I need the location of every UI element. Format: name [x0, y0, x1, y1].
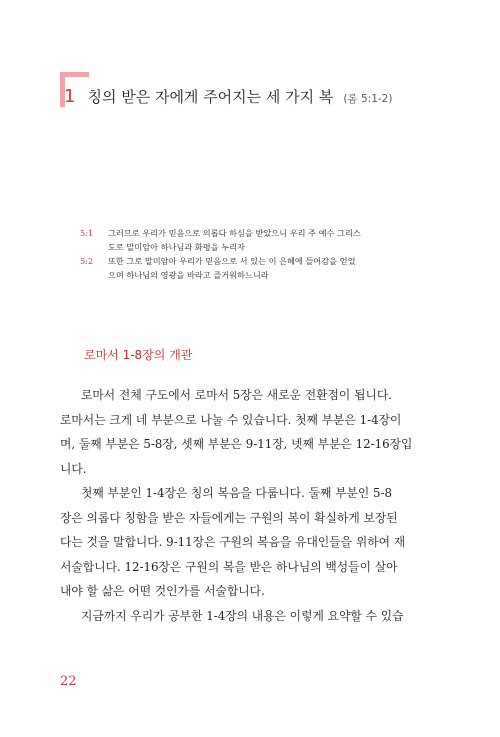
chapter-title: 칭의 받은 자에게 주어지는 세 가지 복 [87, 88, 334, 106]
body-line: 서술합니다. 12-16장은 구원의 복을 받은 하나님의 백성들이 살아 [60, 559, 398, 574]
body-line: 첫째 부분인 1-4장은 칭의 복음을 다룹니다. 둘째 부분인 5-8 [81, 486, 393, 500]
verse-text [108, 254, 355, 282]
verse-number: 5:2 [80, 256, 94, 266]
body-line: 로마서는 크게 네 부분으로 나눌 수 있습니다. 첫째 부분은 1-4장이 [60, 412, 402, 427]
verse-number: 5:1 [80, 228, 94, 238]
body-text [60, 383, 450, 628]
section-title: 로마서 1-8장의 개관 [84, 348, 193, 362]
scripture-verses [80, 226, 410, 282]
body-line: 로마서 전체 구도에서 로마서 5장은 새로운 전환점이 됩니다. [81, 388, 393, 402]
chapter-number: 1 [64, 86, 76, 107]
verse-item [80, 254, 410, 282]
verse-line: 또한 그로 말미암아 우리가 믿음으로 서 있는 이 은혜에 들어감을 얻었 [108, 256, 356, 266]
verse-line: 그러므로 우리가 믿음으로 의롭다 하심을 받았으니 우리 주 예수 그리스 [108, 228, 361, 238]
verse-line: 으며 하나님의 영광을 바라고 즐거워하느니라 [108, 270, 269, 280]
chapter-reference: (롬 5:1-2) [343, 93, 393, 105]
verse-line: 도로 말미암아 하나님과 화평을 누리자 [108, 242, 245, 252]
page-number: 22 [60, 674, 77, 689]
body-line: 며, 둘째 부분은 5-8장, 셋째 부분은 9-11장, 넷째 부분은 12-16장입 [60, 437, 413, 451]
body-line: 지금까지 우리가 공부한 1-4장의 내용은 이렇게 요약할 수 있습 [81, 608, 404, 623]
chapter-heading [64, 86, 392, 107]
verse-text [108, 226, 361, 254]
body-line: 내야 할 삶은 어떤 것인가를 서술합니다. [60, 584, 265, 598]
body-line: 니다. [60, 461, 87, 476]
body-line: 장은 의롭다 칭함을 받은 자들에게는 구원의 복이 확실하게 보장된 [60, 510, 398, 525]
body-line: 다는 것을 말합니다. 9-11장은 구원의 복음을 유대인들을 위하여 재 [60, 535, 406, 549]
verse-item [80, 226, 410, 254]
